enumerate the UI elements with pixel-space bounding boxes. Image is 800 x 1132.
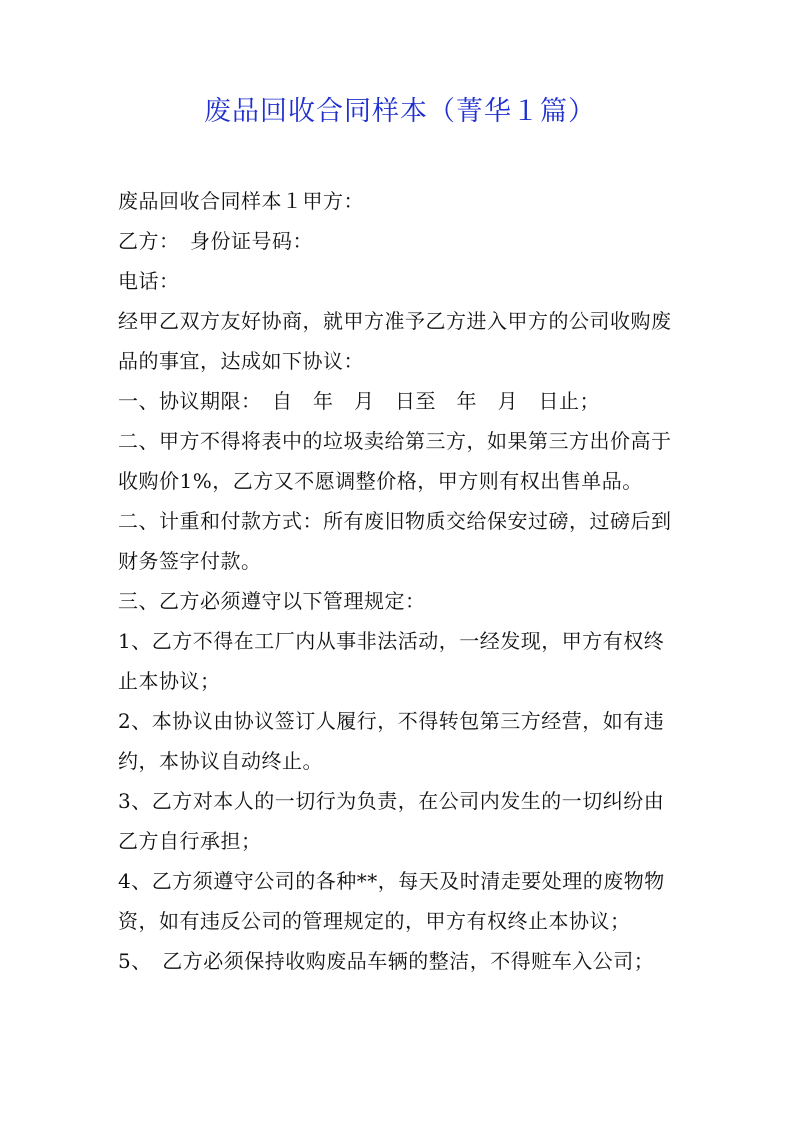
paragraph-rule-5: 5、 乙方必须保持收购废品车辆的整洁，不得赃车入公司； <box>118 949 655 973</box>
paragraph-rule-2: 2、本协议由协议签订人履行，不得转包第三方经营，如有违约，本协议自动终止。 <box>118 709 665 773</box>
paragraph-rules-heading: 三、乙方必须遵守以下管理规定： <box>118 589 426 613</box>
paragraph-rule-1: 1、乙方不得在工厂内从事非法活动，一经发现，甲方有权终止本协议； <box>118 629 665 693</box>
paragraph-third-party: 二、甲方不得将表中的垃圾卖给第三方，如果第三方出价高于收购价1%，乙方又不愿调整价格，甲方则有权出售单品。 <box>118 429 672 493</box>
paragraph-rule-3: 3、乙方对本人的一切行为负责，在公司内发生的一切纠纷由乙方自行承担； <box>118 789 665 853</box>
paragraph-rule-4: 4、乙方须遵守公司的各种**，每天及时清走要处理的废物物资，如有违反公司的管理规定的，甲方有权终止本协议； <box>118 869 665 933</box>
document-title: 废品回收合同样本（菁华１篇） <box>204 96 596 127</box>
document-body <box>118 181 684 981</box>
paragraph-party-a: 废品回收合同样本１甲方： <box>118 189 364 213</box>
paragraph-party-b: 乙方： 身份证号码： <box>118 229 313 253</box>
paragraph-phone: 电话： <box>118 269 180 293</box>
paragraph-weighing-payment: 二、计重和付款方式：所有废旧物质交给保安过磅，过磅后到财务签字付款。 <box>118 509 672 573</box>
paragraph-term: 一、协议期限： 自 年 月 日至 年 月 日止； <box>118 389 600 413</box>
paragraph-intro: 经甲乙双方友好协商，就甲方准予乙方进入甲方的公司收购废品的事宜，达成如下协议： <box>118 309 672 373</box>
